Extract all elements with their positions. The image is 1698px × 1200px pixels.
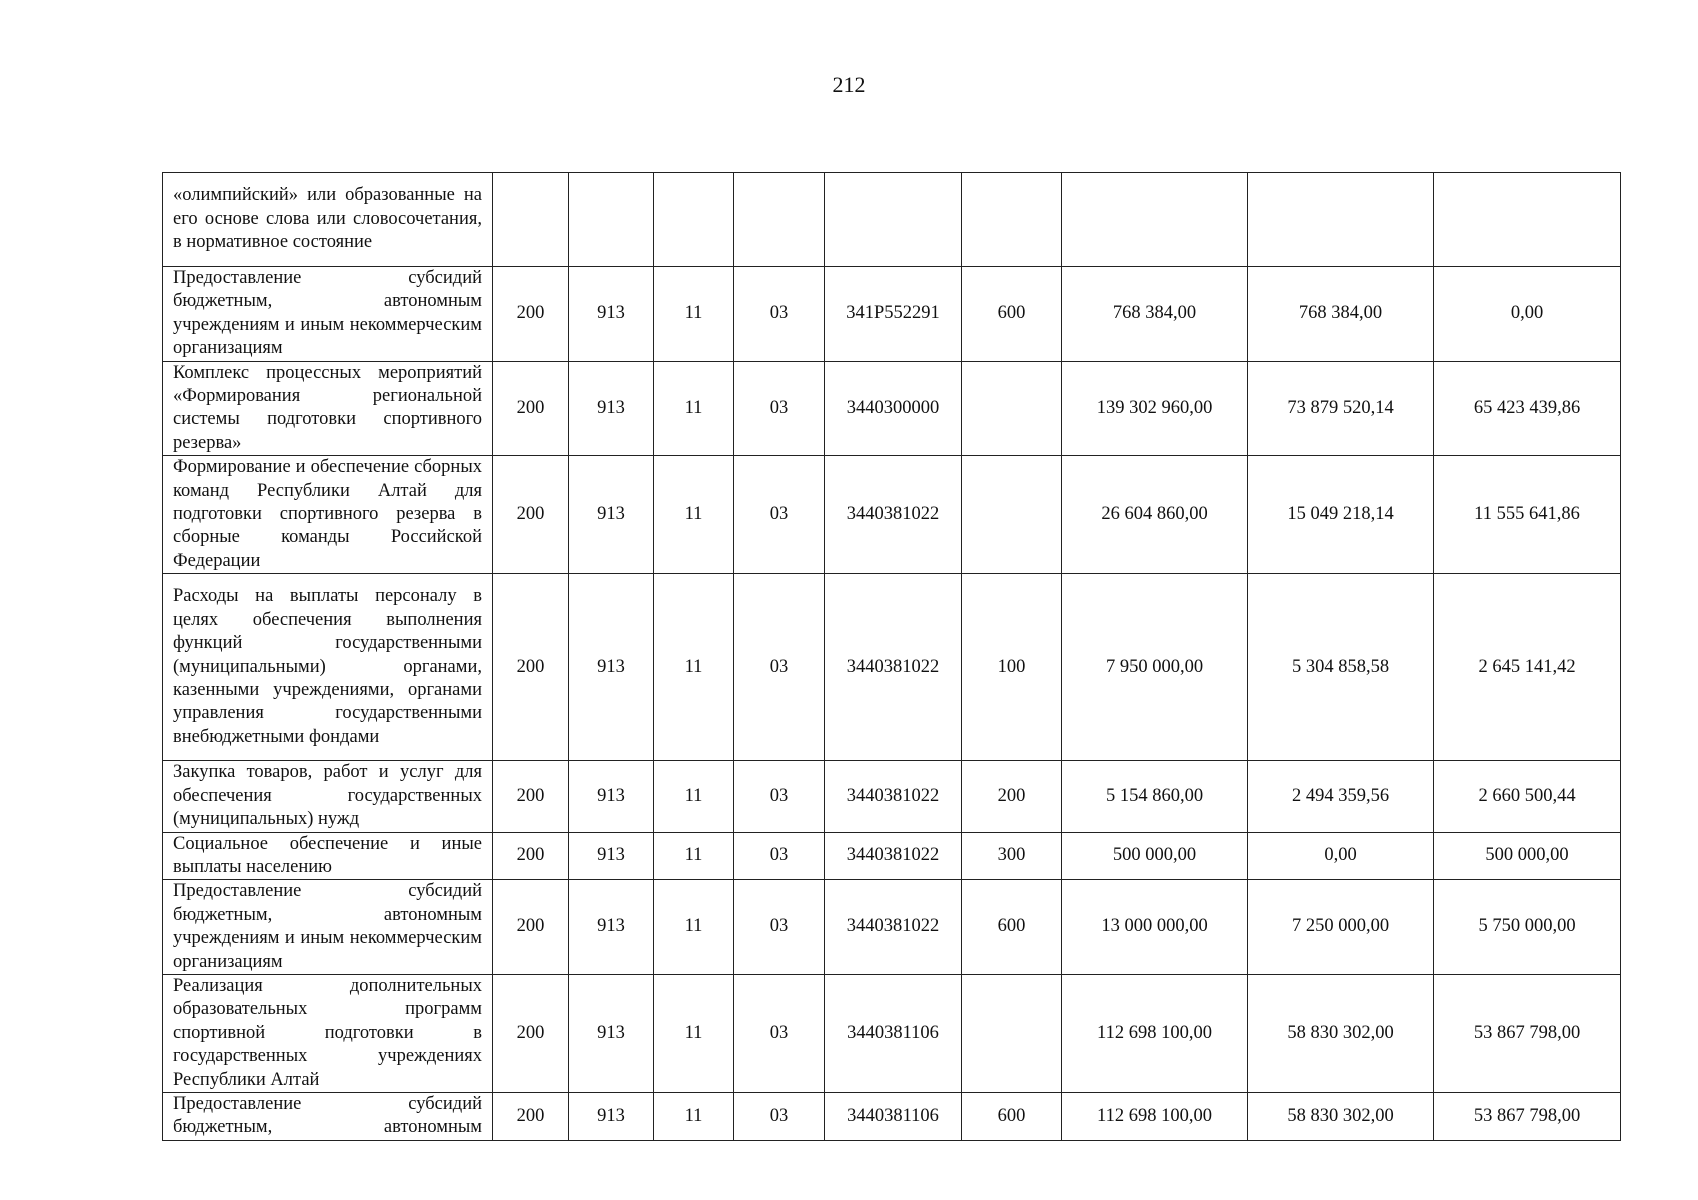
table-row [163, 456, 1621, 574]
cell-section: 11 [654, 832, 734, 880]
cell-grbs: 913 [569, 974, 654, 1092]
cell-status: 200 [493, 761, 569, 832]
row-description: Социальное обеспечение и иные выплаты населению [163, 832, 493, 880]
row-description: Предоставление субсидий бюджетным, автономным учреждениям и иным некоммерческим организациям [163, 880, 493, 975]
cell-remainder [1434, 173, 1621, 267]
cell-section: 11 [654, 880, 734, 975]
cell-target: 3440381106 [825, 974, 962, 1092]
row-description: Формирование и обеспечение сборных команд Республики Алтай для подготовки спортивного резерва в сборные команды Российской Федерации [163, 456, 493, 574]
cell-executed: 73 879 520,14 [1248, 361, 1434, 456]
cell-subsection: 03 [734, 267, 825, 362]
cell-vr: 600 [962, 267, 1062, 362]
cell-section: 11 [654, 456, 734, 574]
cell-status: 200 [493, 1092, 569, 1140]
table-row [163, 880, 1621, 975]
table-row [163, 1092, 1621, 1140]
cell-remainder: 2 645 141,42 [1434, 574, 1621, 761]
table-row [163, 574, 1621, 761]
cell-target: 341P552291 [825, 267, 962, 362]
cell-target [825, 173, 962, 267]
cell-status: 200 [493, 974, 569, 1092]
cell-target: 3440381022 [825, 832, 962, 880]
cell-section: 11 [654, 361, 734, 456]
cell-target: 3440381022 [825, 880, 962, 975]
cell-vr [962, 173, 1062, 267]
row-description: Расходы на выплаты персоналу в целях обеспечения выполнения функций государственными (муниципальными) органами, казенными учреждениями, органами управления государственными внебюджетными фондами [163, 574, 493, 761]
table-row [163, 173, 1621, 267]
cell-section: 11 [654, 1092, 734, 1140]
cell-grbs: 913 [569, 1092, 654, 1140]
cell-status: 200 [493, 574, 569, 761]
cell-executed: 2 494 359,56 [1248, 761, 1434, 832]
table-row [163, 267, 1621, 362]
cell-section: 11 [654, 974, 734, 1092]
cell-remainder: 65 423 439,86 [1434, 361, 1621, 456]
cell-section: 11 [654, 761, 734, 832]
cell-target: 3440381022 [825, 574, 962, 761]
cell-target: 3440300000 [825, 361, 962, 456]
cell-executed: 0,00 [1248, 832, 1434, 880]
cell-executed: 15 049 218,14 [1248, 456, 1434, 574]
cell-status: 200 [493, 267, 569, 362]
cell-executed: 768 384,00 [1248, 267, 1434, 362]
row-description: Закупка товаров, работ и услуг для обеспечения государственных (муниципальных) нужд [163, 761, 493, 832]
cell-status: 200 [493, 832, 569, 880]
row-description: Предоставление субсидий бюджетным, автономным учреждениям и иным некоммерческим организациям [163, 267, 493, 362]
cell-remainder: 5 750 000,00 [1434, 880, 1621, 975]
cell-status: 200 [493, 456, 569, 574]
cell-vr [962, 456, 1062, 574]
table-row [163, 361, 1621, 456]
cell-executed: 58 830 302,00 [1248, 974, 1434, 1092]
cell-remainder: 53 867 798,00 [1434, 1092, 1621, 1140]
cell-section: 11 [654, 574, 734, 761]
row-description: Реализация дополнительных образовательных программ спортивной подготовки в государственных учреждениях Республики Алтай [163, 974, 493, 1092]
cell-target: 3440381106 [825, 1092, 962, 1140]
cell-remainder: 500 000,00 [1434, 832, 1621, 880]
cell-executed [1248, 173, 1434, 267]
cell-executed: 58 830 302,00 [1248, 1092, 1434, 1140]
table-row [163, 761, 1621, 832]
cell-subsection: 03 [734, 456, 825, 574]
cell-status [493, 173, 569, 267]
row-description: Предоставление субсидий бюджетным, автономным [163, 1092, 493, 1140]
cell-vr: 300 [962, 832, 1062, 880]
cell-subsection: 03 [734, 974, 825, 1092]
cell-executed: 5 304 858,58 [1248, 574, 1434, 761]
cell-status: 200 [493, 361, 569, 456]
cell-subsection: 03 [734, 361, 825, 456]
cell-vr: 600 [962, 880, 1062, 975]
cell-remainder: 11 555 641,86 [1434, 456, 1621, 574]
cell-grbs: 913 [569, 832, 654, 880]
cell-plan [1062, 173, 1248, 267]
cell-vr [962, 361, 1062, 456]
row-description: «олимпийский» или образованные на его основе слова или словосочетания, в нормативное состояние [163, 173, 493, 267]
cell-subsection: 03 [734, 832, 825, 880]
cell-plan: 112 698 100,00 [1062, 1092, 1248, 1140]
cell-grbs [569, 173, 654, 267]
table-row [163, 832, 1621, 880]
cell-subsection: 03 [734, 574, 825, 761]
cell-plan: 112 698 100,00 [1062, 974, 1248, 1092]
page-number: 212 [832, 72, 866, 97]
cell-target: 3440381022 [825, 456, 962, 574]
cell-section [654, 173, 734, 267]
cell-grbs: 913 [569, 456, 654, 574]
cell-remainder: 2 660 500,44 [1434, 761, 1621, 832]
cell-plan: 500 000,00 [1062, 832, 1248, 880]
cell-grbs: 913 [569, 880, 654, 975]
cell-grbs: 913 [569, 761, 654, 832]
cell-grbs: 913 [569, 267, 654, 362]
cell-subsection [734, 173, 825, 267]
cell-grbs: 913 [569, 361, 654, 456]
cell-vr: 600 [962, 1092, 1062, 1140]
cell-plan: 768 384,00 [1062, 267, 1248, 362]
cell-subsection: 03 [734, 761, 825, 832]
cell-executed: 7 250 000,00 [1248, 880, 1434, 975]
row-description: Комплекс процессных мероприятий «Формирования региональной системы подготовки спортивного резерва» [163, 361, 493, 456]
cell-target: 3440381022 [825, 761, 962, 832]
cell-subsection: 03 [734, 1092, 825, 1140]
cell-plan: 139 302 960,00 [1062, 361, 1248, 456]
cell-plan: 5 154 860,00 [1062, 761, 1248, 832]
table-row [163, 974, 1621, 1092]
cell-plan: 26 604 860,00 [1062, 456, 1248, 574]
cell-subsection: 03 [734, 880, 825, 975]
cell-grbs: 913 [569, 574, 654, 761]
budget-table [162, 172, 1621, 1141]
cell-status: 200 [493, 880, 569, 975]
cell-remainder: 0,00 [1434, 267, 1621, 362]
cell-section: 11 [654, 267, 734, 362]
table-body [163, 173, 1621, 1141]
cell-remainder: 53 867 798,00 [1434, 974, 1621, 1092]
cell-vr [962, 974, 1062, 1092]
cell-plan: 13 000 000,00 [1062, 880, 1248, 975]
cell-plan: 7 950 000,00 [1062, 574, 1248, 761]
cell-vr: 100 [962, 574, 1062, 761]
cell-vr: 200 [962, 761, 1062, 832]
